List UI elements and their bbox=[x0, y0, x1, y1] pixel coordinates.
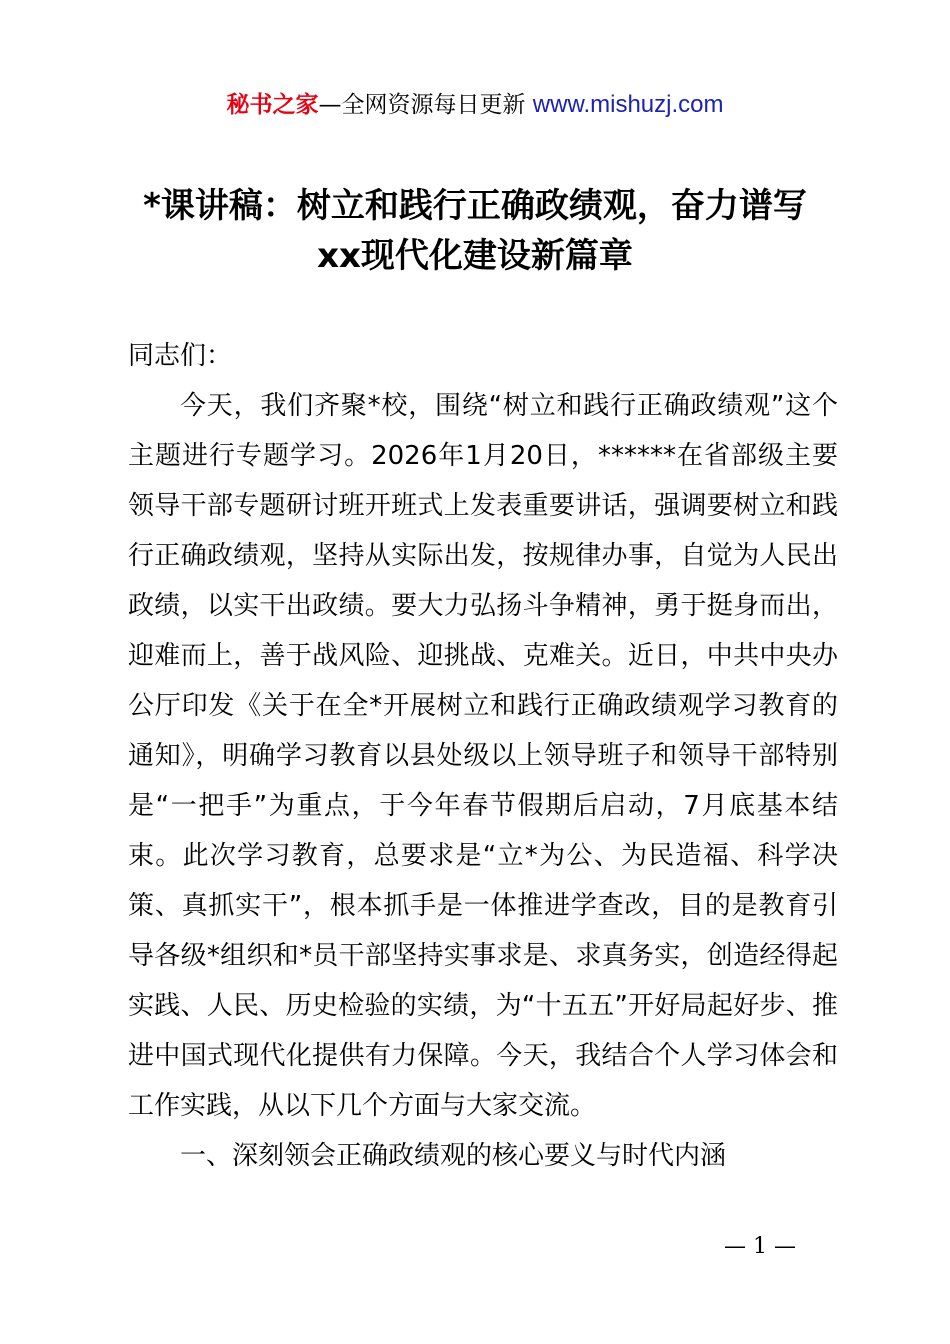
title-line-1: *课讲稿：树立和践行正确政绩观，奋力谱写 bbox=[143, 186, 807, 226]
title-line-2: xx现代化建设新篇章 bbox=[317, 236, 633, 276]
salutation: 同志们： bbox=[128, 341, 233, 371]
section-heading-1: 一、深刻领会正确政绩观的核心要义与时代内涵 bbox=[180, 1141, 727, 1171]
paragraph-intro: 今天，我们齐聚*校，围绕“树立和践行正确政绩观”这个主题进行专题学习。2026年1月20日，******在省部级主要领导干部专题研讨班开班式上发表重要讲话，强调要树立和践行正确政绩观，坚持从实际出发，按规律办事，自觉为人民出政绩，以实干出政绩。要大力弘扬斗争精神，勇于挺身而出，迎难而上，善于战风险、迎挑战、克难关。近日，中共中央办公厅印发《关于在全*开展树立和践行正确政绩观学习教育的通知》，明确学习教育以县处级以上领导班子和领导干部特别是“一把手”为重点，于今年春节假期后启动，7月底基本结束。此次学习教育，总要求是“立*为公、为民造福、科学决策、真抓实干”，根本抓手是一体推进学查改，目的是教育引导各级*组织和*员干部坚持实事求是、求真务实，创造经得起实践、人民、历史检验的实绩，为“十五五”开好局起好步、推进中国式现代化提供有力保障。今天，我结合个人学习体会和工作实践，从以下几个方面与大家交流。 bbox=[128, 391, 838, 1121]
site-brand: 秘书之家 bbox=[226, 92, 319, 118]
document-body bbox=[128, 331, 838, 1181]
site-url-link[interactable]: www.mishuzj.com bbox=[532, 91, 724, 118]
page-number: — 1 — bbox=[724, 1234, 796, 1259]
document-title bbox=[60, 181, 890, 281]
site-tagline: —全网资源每日更新 bbox=[318, 92, 533, 118]
site-header bbox=[0, 88, 950, 122]
